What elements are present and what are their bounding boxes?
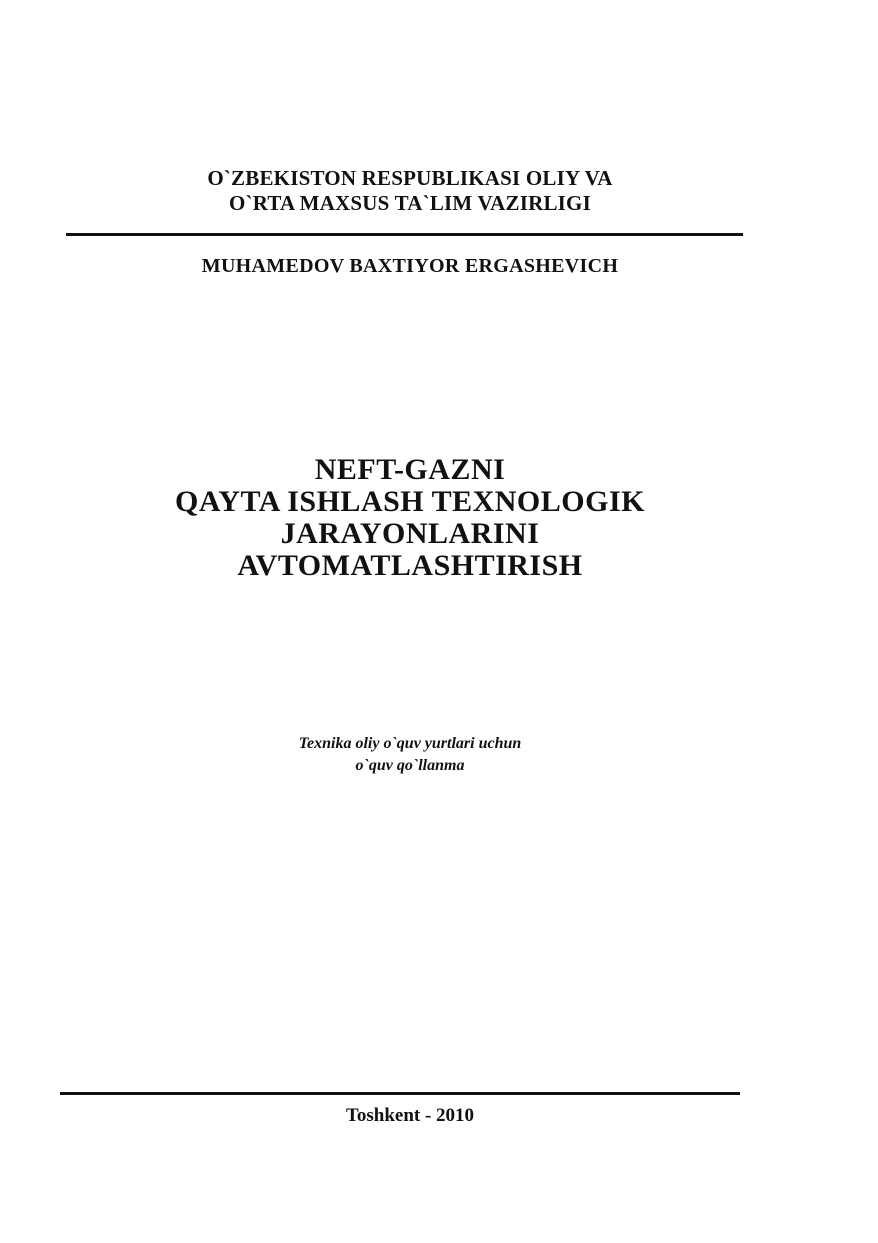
- top-divider: [66, 233, 743, 236]
- place-and-year: Toshkent - 2010: [345, 1105, 475, 1126]
- book-title: [80, 454, 740, 582]
- ministry-heading: [100, 166, 720, 216]
- book-subtitle: [120, 733, 700, 777]
- title-line-2: QAYTA ISHLASH TEXNOLOGIK: [175, 485, 645, 518]
- title-line-4: AVTOMATLASHTIRISH: [237, 549, 583, 582]
- title-line-1: NEFT-GAZNI: [314, 453, 506, 486]
- subtitle-line-1: Texnika oliy o`quv yurtlari uchun: [298, 735, 522, 752]
- title-line-3: JARAYONLARINI: [280, 517, 540, 550]
- ministry-line-2: O`RTA MAXSUS TA`LIM VAZIRLIGI: [229, 191, 591, 215]
- ministry-line-1: O`ZBEKISTON RESPUBLIKASI OLIY VA: [207, 166, 613, 190]
- author-name: MUHAMEDOV BAXTIYOR ERGASHEVICH: [201, 255, 619, 277]
- subtitle-line-2: o`quv qo`llanma: [355, 757, 465, 774]
- bottom-divider: [60, 1092, 740, 1095]
